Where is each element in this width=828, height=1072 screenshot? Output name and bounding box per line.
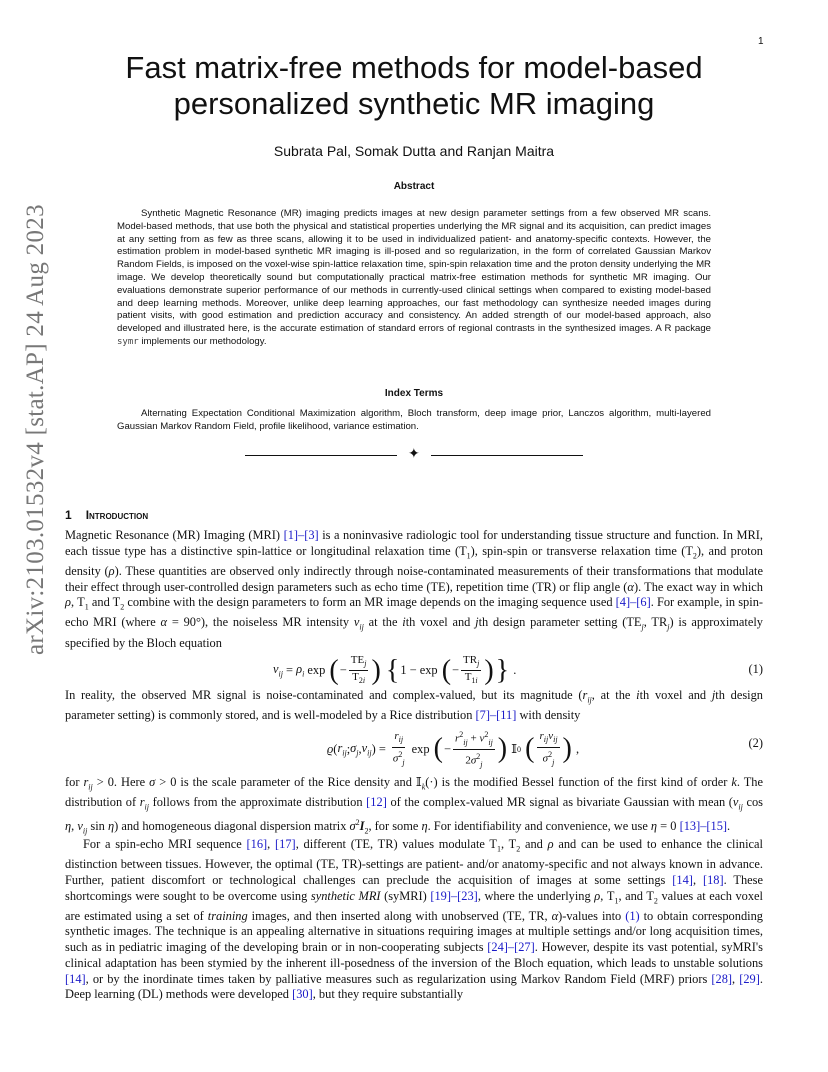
citation-link[interactable]: [12] <box>366 795 387 810</box>
abstract-heading: Abstract <box>393 181 435 192</box>
section-divider <box>245 447 583 463</box>
abstract-end: implements our methodology. <box>141 335 267 347</box>
divider-diamond-icon: ✦ <box>408 447 420 462</box>
citation-link[interactable]: [14] <box>672 872 693 887</box>
citation-link[interactable]: [7]–[11] <box>475 708 517 723</box>
citation-link[interactable]: [14] <box>65 971 86 986</box>
authors: Subrata Pal, Somak Dutta and Ranjan Maitra <box>273 143 555 159</box>
equation-number-2: (2) <box>748 736 763 750</box>
title-line-1: Fast matrix-free methods for model-based <box>125 50 703 85</box>
citation-link[interactable]: [18] <box>702 872 724 887</box>
citation-link[interactable]: [19]–[23] <box>430 888 478 903</box>
citation-link[interactable]: [16] <box>246 837 268 851</box>
citation-link[interactable]: [13]–[15] <box>679 819 728 834</box>
abstract-text <box>117 208 711 349</box>
title-line-2: personalized synthetic MR imaging <box>173 86 655 121</box>
citation-link[interactable]: [1]–[3] <box>283 528 319 542</box>
index-terms-heading: Index Terms <box>384 388 444 399</box>
section-title: Introduction <box>85 508 149 522</box>
paper-title <box>60 50 768 122</box>
citation-link[interactable]: [30] <box>292 987 313 1002</box>
citation-link[interactable]: [17] <box>275 837 296 851</box>
citation-link[interactable]: [4]–[6] <box>615 595 651 610</box>
divider-line-left <box>245 455 397 456</box>
divider-line-right <box>431 455 583 456</box>
page-number: 1 <box>758 36 764 47</box>
citation-link[interactable]: [29] <box>739 971 760 986</box>
citation-link[interactable]: [28] <box>711 971 733 986</box>
section-number: 1 <box>65 508 72 522</box>
paragraph-4: For a spin-echo MRI sequence [16], [17], different (TE, TR) values modulate $T_1$, $T_2$ and ρ and can be used to enhance the clinical distinction between tissues. However, the optimal (TE, TR)-settings are patient- and/or anatomy-specific and not always known in advance. Further, patient discomfort or technological challenges can preclude the acquisition of images at some settings [14], [18]. These shortcomings were sought to be overcome using synthetic MRI (syMRI) [19]–[23], where the underlying ρ, $T_1$, and $T_2$ values at each voxel are estimated using a set of training images, and then inserted along with unobserved (TE, TR, α)-values into (1) to obtain corresponding synthetic images. The technique is an appealing alternative in situations requiring images at multiple settings and/or long acquisition times, such as in pediatric imaging of the developing brain or in non-cooperating subjects [24]–[27]. However, despite its vast potential, syMRI's clinical adaptation has been stymied by the inherent ill-posedness of the inversion of the Bloch equation, which leads to unstable solutions [14], or by the inordinate times taken by palliative measures such as regularization using Markov Random Field (MRF) priors [28], [29]. Deep learning (DL) methods were developed [30], but they require substantially <box>65 837 764 1002</box>
equation-reference-link[interactable]: (1) <box>625 908 640 923</box>
arxiv-stamp: arXiv:2103.01532v4 [stat.AP] 24 Aug 2023 <box>22 204 49 655</box>
equation-2: ϱ ( $r_{ij}$ ; $\sigma_j$ , $\nu_{ij}$ ) = $\frac{r_{ij}}{\sigma^2_j}$ exp ( − $\frac{r^2_{ij} + \nu^2_{ij}}{2\sigma^2_j}$ ) 𝕀 0 ( $\frac{r_{ij}\nu_{ij}}{\sigma^2_j}$ ) , (2) <box>327 730 763 769</box>
equation-1: $\nu_{ij}$ = $\rho_i$ exp ( − $\frac{TE_j}{T_{2i}}$ ) { 1 − exp ( − $\frac{TR_j}{T_{1i}}$ ) } . (1) <box>273 654 763 686</box>
equation-number-1: (1) <box>748 662 763 676</box>
section-heading <box>65 508 148 522</box>
citation-link[interactable]: [24]–[27] <box>487 940 535 955</box>
package-name: symr <box>117 336 139 347</box>
paragraph-3: for $r_{ij} > 0$. Here σ > 0 is the scale parameter of the Rice density and 𝕀$_k$(·) is the modified Bessel function of the first kind of order k. The distribution of $r_{ij}$ follows from the approximate distribution [12] of the complex-valued MR signal as bivariate Gaussian with mean ($\nu_{ij}$ cos η, $\nu_{ij}$ sin η) and homogeneous diagonal dispersion matrix $\sigma^2I_2$, for some η. For identifiability and convenience, we use η = 0 [13]–[15]. <box>65 775 763 836</box>
abstract-body: Synthetic Magnetic Resonance (MR) imaging predicts images at new design parameter settings from a few observed MR scans. Model-based methods, that use both the physical and statistical properties underlying the MR signal and its acquisition, can predict images at any setting from as few as three scans, allowing it to be used in individualized patient- and anatomy-specific contexts. However, the estimation problem in model-based synthetic MR imaging is ill-posed and so regularization, in the form of correlated Gaussian Markov Random Fields, is imposed on the voxel-wise spin-lattice relaxation time, spin-spin relaxation time and the proton density underlying the MR image. We develop theoretically sound but computationally practical matrix-free estimation methods for synthetic MR imaging. Our evaluations demonstrate superior performance of our methods in currently-used clinical settings when compared to existing model-based and deep learning methods. Moreover, unlike deep learning approaches, our fast methodology can synthesize needed images during patient visits, with good estimation and prediction accuracy and consistency. An added strength of our model-based approach, also developed and illustrated here, is the accurate estimation of standard errors of regional contrasts in the synthesized images. A R package <box>117 208 711 335</box>
paragraph-2: In reality, the observed MR signal is noise-contaminated and complex-valued, but its magnitude ($r_{ij}$, at the ith voxel and jth design parameter setting) is commonly stored, and is well-modeled by a Rice distribution [7]–[11] with density <box>65 688 763 723</box>
paragraph-1: Magnetic Resonance (MR) Imaging (MRI) [1]–[3] is a noninvasive radiologic tool for understanding tissue structure and function. In MRI, each tissue type has a distinctive spin-lattice or longitudinal relaxation time $(T_1)$, spin-spin or transverse relaxation time $(T_2)$, and proton density (ρ). These quantities are observed only indirectly through noise-contaminated measurements of their transformations that modulate their effect through user-controlled design parameters such as echo time (TE), repetition time (TR) or flip angle (α). The exact way in which ρ, $T_1$ and $T_2$ combine with the design parameters to form an MR image depends on the imaging sequence used [4]–[6]. For example, in spin-echo MRI (where α = 90°), the noiseless MR intensity $\nu_{ij}$ at the ith voxel and jth design parameter setting ($TE_j$, $TR_j$) is approximately specified by the Bloch equation <box>65 528 764 650</box>
index-terms-text: Alternating Expectation Conditional Maximization algorithm, Bloch transform, deep image prior, Lanczos algorithm, multi-layered Gaussian Markov Random Field, profile likelihood, variance estimation. <box>117 408 711 432</box>
